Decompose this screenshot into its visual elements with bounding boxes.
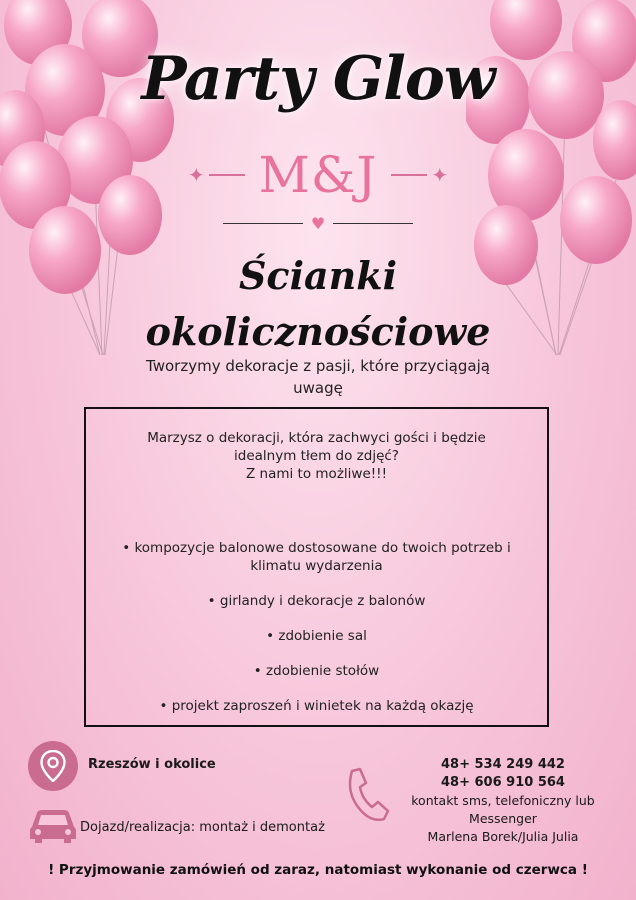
heart-icon: ♥ (310, 214, 326, 233)
intro-question: Marzysz o dekoracji, która zachwyci gości i będzie idealnym tłem do zdjęć? (147, 430, 486, 464)
right-ornament (391, 163, 452, 187)
car-icon (28, 803, 78, 847)
service-item: • zdobienie sal (266, 628, 367, 644)
ornament-line (391, 174, 427, 176)
sparkle-icon: ✦ (431, 163, 449, 187)
service-item: • girlandy i dekoracje z balonów (207, 593, 426, 609)
service-item: • projekt zaproszeń i winietek na każdą okazję (159, 698, 474, 714)
delivery-text: Dojazd/realizacja: montaż i demontaż (80, 820, 325, 835)
intro-text (86, 429, 547, 483)
divider-line (333, 223, 413, 225)
phone-number-1: 48+ 534 249 442 (441, 757, 565, 772)
contact-names: Marlena Borek/Julia Julia (427, 829, 579, 844)
brand-subtitle-row (0, 140, 636, 210)
contact-block (378, 756, 628, 846)
brand-subtitle: M&J (258, 146, 378, 204)
phone-number-2: 48+ 606 910 564 (441, 775, 565, 790)
divider-line (223, 223, 303, 225)
services-list (86, 539, 547, 715)
headline (0, 248, 636, 360)
left-ornament (184, 163, 245, 187)
location-pin-icon (28, 741, 78, 791)
brand-title: Party Glow (141, 44, 495, 114)
ornament-line (209, 174, 245, 176)
service-item: • kompozycje balonowe dostosowane do twoich potrzeb i klimatu wydarzenia (122, 540, 511, 574)
headline-line-2: okolicznościowe (145, 309, 491, 354)
intro-answer: Z nami to możliwe!!! (246, 466, 387, 482)
tagline: Tworzymy dekoracje z pasji, które przyciągają uwagę (146, 357, 490, 397)
location-text: Rzeszów i okolice (88, 757, 216, 772)
sparkle-icon: ✦ (187, 163, 205, 187)
headline-line-1: Ścianki (238, 253, 398, 298)
order-notice: ! Przyjmowanie zamówień od zaraz, natomiast wykonanie od czerwca ! (48, 862, 588, 878)
offer-box (84, 407, 549, 727)
contact-methods: kontakt sms, telefoniczny lub Messenger (411, 793, 595, 826)
heart-divider (0, 214, 636, 233)
service-item: • zdobienie stołów (253, 663, 380, 679)
